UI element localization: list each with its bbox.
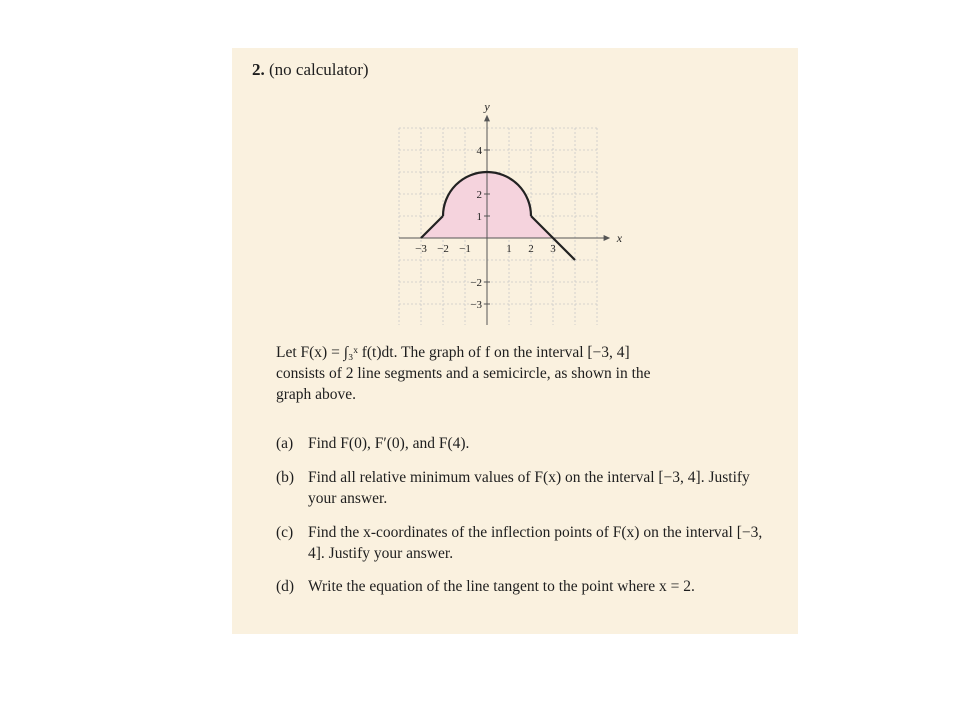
function-graph [397, 95, 637, 325]
part-c-text: Find the x-coordinates of the inflection points of F(x) on the interval [−3, 4]. Justify your answer. [308, 524, 763, 562]
intro-line-1: Let F(x) = ∫₃ˣ f(t)dt. The graph of f on the interval [−3, 4] [276, 344, 630, 361]
part-b-text: Find all relative minimum values of F(x) on the interval [−3, 4]. Justify your answer. [308, 469, 750, 507]
problem-number: 2. [252, 60, 265, 79]
problem-header [252, 60, 369, 80]
part-a-label: (a) [276, 435, 294, 452]
intro-line-3: graph above. [276, 386, 357, 403]
y-tick-label: −2 [470, 277, 482, 289]
x-tick-label: 2 [528, 243, 534, 255]
part-d [276, 576, 770, 597]
problem-intro [276, 342, 770, 405]
part-c [276, 522, 770, 564]
part-c-label: (c) [276, 524, 294, 541]
part-d-label: (d) [276, 578, 295, 595]
part-a-text: Find F(0), F′(0), and F(4). [308, 435, 470, 452]
part-a [276, 433, 770, 454]
x-axis-label: x [616, 231, 623, 245]
y-axis-label: y [484, 99, 490, 114]
part-d-text: Write the equation of the line tangent to the point where x = 2. [308, 578, 695, 595]
y-tick-label: 2 [476, 189, 482, 201]
part-b [276, 467, 770, 509]
x-axis-arrow [604, 235, 611, 241]
problem-card [232, 48, 798, 634]
y-tick-label: 4 [476, 145, 482, 157]
x-tick-label: 1 [506, 243, 512, 255]
x-tick-label: 3 [550, 243, 556, 255]
problem-note: (no calculator) [269, 60, 369, 79]
x-tick-label: −2 [437, 243, 449, 255]
y-axis-arrow [484, 115, 490, 122]
x-tick-label: −3 [415, 243, 427, 255]
x-tick-label: −1 [459, 243, 471, 255]
y-tick-label: −3 [470, 299, 482, 311]
intro-line-2: consists of 2 line segments and a semicircle, as shown in the [276, 365, 651, 382]
y-tick-label: 1 [476, 211, 482, 223]
part-b-label: (b) [276, 469, 295, 486]
